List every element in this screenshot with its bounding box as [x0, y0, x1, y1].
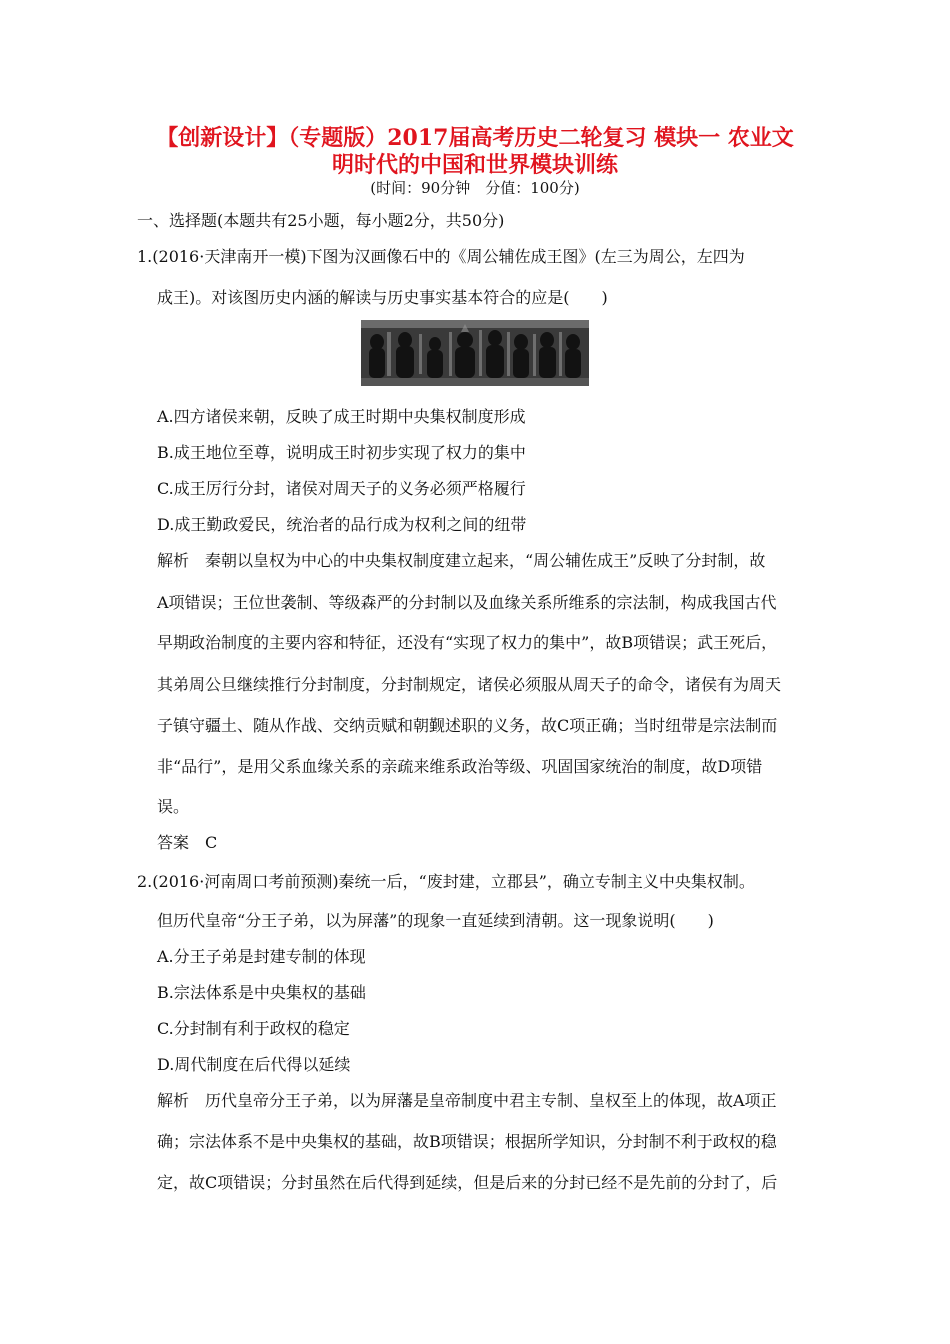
q2-option-b: B.宗法体系是中央集权的基础: [157, 983, 366, 1002]
q2-stem-line-1: 2.(2016·河南周口考前预测)秦统一后，“废封建，立郡县”，确立专制主义中央集权制。: [137, 872, 755, 891]
q1-option-b: B.成王地位至尊，说明成王时初步实现了权力的集中: [157, 443, 526, 462]
q1-stem-line-1: 1.(2016·天津南开一模)下图为汉画像石中的《周公辅佐成王图》(左三为周公，左四为: [137, 247, 745, 266]
q1-option-c: C.成王厉行分封，诸侯对周天子的义务必须严格履行: [157, 479, 526, 498]
document-title-line-1: 【创新设计】（专题版）2017届高考历史二轮复习 模块一 农业文: [156, 125, 794, 151]
q1-explanation-line-3: 早期政治制度的主要内容和特征，还没有“实现了权力的集中”，故B项错误；武王死后，: [157, 633, 778, 652]
q1-explanation-line-7: 误。: [157, 797, 190, 816]
stone-relief-image: [361, 320, 589, 386]
document-title-line-2: 明时代的中国和世界模块训练: [331, 152, 618, 178]
q2-stem-line-2: 但历代皇帝“分王子弟，以为屏藩”的现象一直延续到清朝。这一现象说明( ): [157, 911, 714, 930]
q1-explanation-line-1: 解析 秦朝以皇权为中心的中央集权制度建立起来，“周公辅佐成王”反映了分封制，故: [157, 551, 766, 570]
q2-option-c: C.分封制有利于政权的稳定: [157, 1019, 350, 1038]
q2-option-d: D.周代制度在后代得以延续: [157, 1055, 351, 1074]
q1-stem-line-2: 成王)。对该图历史内涵的解读与历史事实基本符合的应是( ): [157, 288, 608, 307]
q1-explanation-line-6: 非“品行”，是用父系血缘关系的亲疏来维系政治等级、巩固国家统治的制度，故D项错: [157, 757, 763, 776]
q1-option-a: A.四方诸侯来朝，反映了成王时期中央集权制度形成: [157, 407, 526, 426]
q1-explanation-line-5: 子镇守疆土、随从作战、交纳贡赋和朝觐述职的义务，故C项正确；当时纽带是宗法制而: [157, 716, 778, 735]
q1-answer: 答案 C: [157, 833, 218, 852]
q1-explanation-line-4: 其弟周公旦继续推行分封制度，分封制规定，诸侯必须服从周天子的命令，诸侯有为周天: [157, 675, 782, 694]
q1-option-d: D.成王勤政爱民，统治者的品行成为权利之间的纽带: [157, 515, 527, 534]
document-subtitle: (时间：90分钟 分值：100分): [370, 179, 580, 197]
section-heading: 一、选择题(本题共有25小题，每小题2分，共50分): [137, 211, 505, 230]
q2-option-a: A.分王子弟是封建专制的体现: [157, 947, 366, 966]
q2-explanation-line-1: 解析 历代皇帝分王子弟，以为屏藩是皇帝制度中君主专制、皇权至上的体现，故A项正: [157, 1091, 777, 1110]
q2-explanation-line-3: 定，故C项错误；分封虽然在后代得到延续，但是后来的分封已经不是先前的分封了，后: [157, 1173, 778, 1192]
q2-explanation-line-2: 确；宗法体系不是中央集权的基础，故B项错误；根据所学知识，分封制不利于政权的稳: [157, 1132, 777, 1151]
q1-explanation-line-2: A项错误；王位世袭制、等级森严的分封制以及血缘关系所维系的宗法制，构成我国古代: [157, 593, 777, 612]
